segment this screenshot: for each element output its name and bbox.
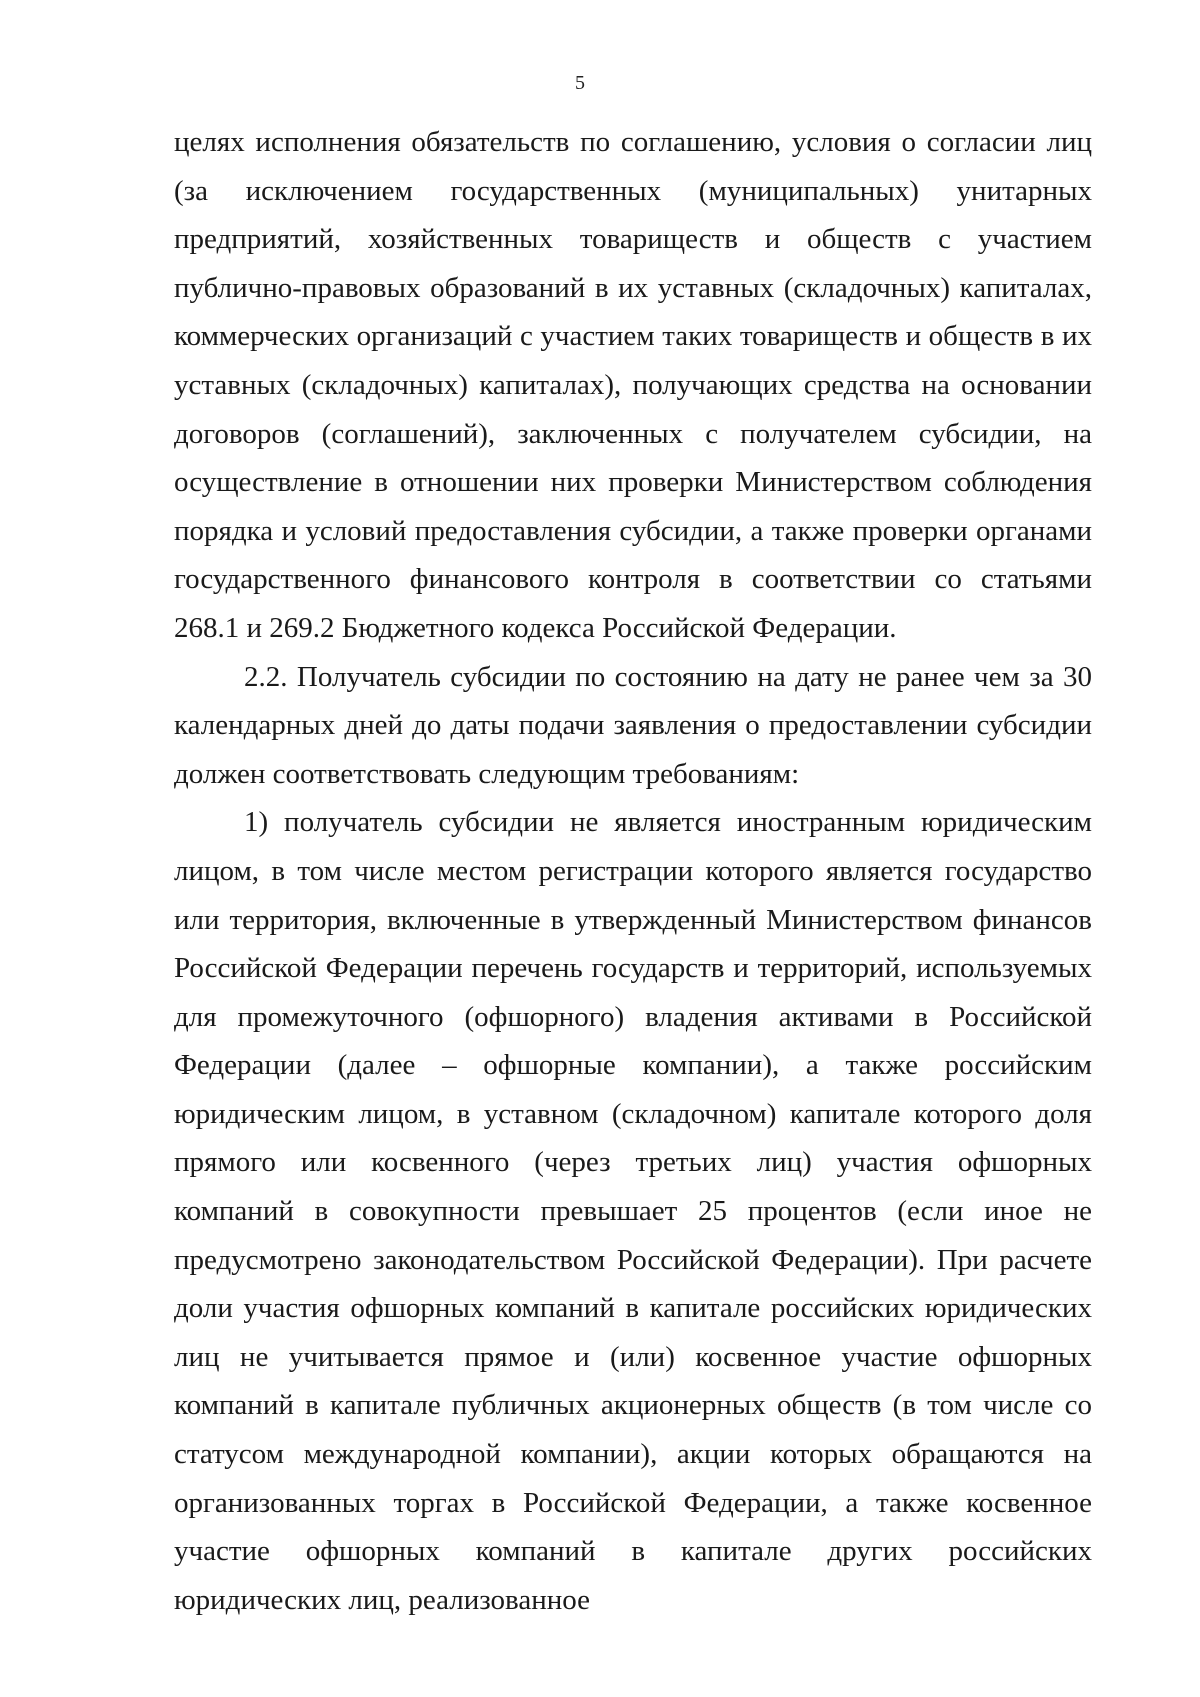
paragraph-requirement-1: 1) получатель субсидии не является иностранным юридическим лицом, в том числе местом регистрации которого является государство или территория, включенные в утвержденный Министерством финансов Российской Федерации перечень государств и территорий, используемых для промежуточного (офшорного) владения активами в Российской Федерации (далее – офшорные компании), а также российским юридическим лицом, в уставном (складочном) капитале которого доля прямого или косвенного (через третьих лиц) участия офшорных компаний в совокупности превышает 25 процентов (если иное не предусмотрено законодательством Российской Федерации). При расчете доли участия офшорных компаний в капитале российских юридических лиц не учитывается прямое и (или) косвенное участие офшорных компаний в капитале публичных акционерных обществ (в том числе со статусом международной компании), акции которых обращаются на организованных торгах в Российской Федерации, а также косвенное участие офшорных компаний в капитале других российских юридических лиц, реализованное (174, 806, 1092, 1616)
paragraph-section-2-2: 2.2. Получатель субсидии по состоянию на дату не ранее чем за 30 календарных дней до даты подачи заявления о предоставлении субсидии должен соответствовать следующим требованиям: (174, 660, 1092, 790)
page-number: 5 (575, 72, 585, 94)
paragraph-continuation: целях исполнения обязательств по соглашению, условия о согласии лиц (за исключением государственных (муниципальных) унитарных предприятий, хозяйственных товариществ и обществ с участием публично-правовых образований в их уставных (складочных) капиталах, коммерческих организаций с участием таких товариществ и обществ в их уставных (складочных) капиталах), получающих средства на основании договоров (соглашений), заключенных с получателем субсидии, на осуществление в отношении них проверки Министерством соблюдения порядка и условий предоставления субсидии, а также проверки органами государственного финансового контроля в соответствии со статьями 268.1 и 269.2 Бюджетного кодекса Российской Федерации. (174, 126, 1092, 644)
document-body (174, 118, 1092, 1624)
